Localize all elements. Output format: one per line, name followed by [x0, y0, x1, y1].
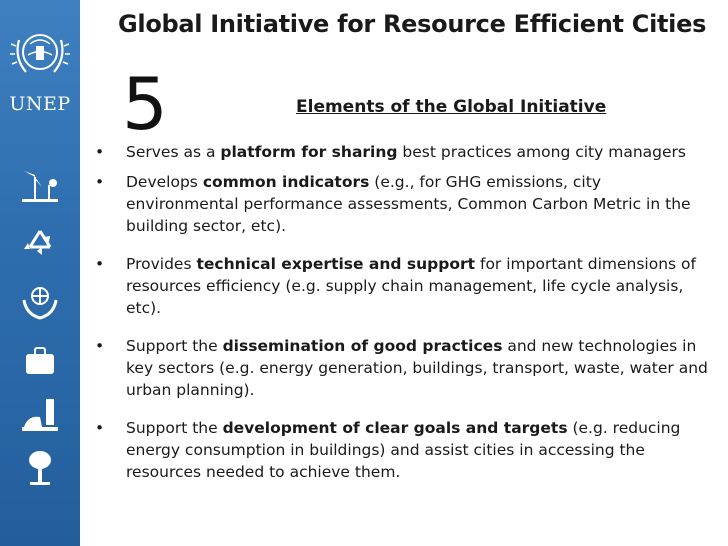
bullet-text: and new technologies in key sectors (e.g. energy generation, buildings, transport, waste, water and urban planning).	[126, 337, 708, 399]
bullet-text: Support the	[126, 419, 223, 437]
bullet-text: best practices among city managers	[397, 143, 686, 161]
recycle-icon	[20, 225, 60, 265]
bullet-item	[92, 171, 712, 237]
bullet-text: for important dimensions of resources efficiency (e.g. supply chain management, life cycle analysis, etc).	[126, 255, 696, 317]
factory-icon	[20, 395, 60, 435]
bullet-item	[92, 253, 712, 319]
bullet-text: (e.g. reducing energy consumption in buildings) and assist cities in accessing the resources needed to achieve them.	[126, 419, 681, 481]
bullet-item	[92, 417, 712, 483]
bullet-marker: •	[95, 173, 105, 191]
bullet-text: Support the	[126, 337, 223, 355]
bullet-marker: •	[95, 255, 105, 273]
briefcase-icon	[20, 340, 60, 380]
bullet-emphasis: common indicators	[202, 173, 370, 191]
bullet-emphasis: platform for sharing	[220, 143, 398, 161]
bullet-text: Serves as a	[126, 143, 221, 161]
bullet-emphasis: development of clear goals and targets	[222, 419, 568, 437]
page-title: Global Initiative for Resource Efficient Cities	[118, 10, 707, 38]
bullet-text: (e.g., for GHG emissions, city environmental performance assessments, Common Carbon Metric in the building sector, etc).	[126, 173, 691, 235]
tree-icon	[20, 448, 60, 488]
bullet-marker: •	[95, 337, 105, 355]
bullet-marker: •	[95, 143, 105, 161]
unep-logo-text: UNEP	[9, 93, 71, 115]
bullet-marker: •	[95, 419, 105, 437]
bullet-item	[92, 335, 712, 401]
bullet-text: Provides	[126, 255, 197, 273]
globe-hands-icon	[20, 282, 60, 322]
element-count: 5	[122, 62, 168, 146]
bullet-list	[92, 141, 712, 483]
wind-turbine-icon	[20, 165, 60, 205]
section-subtitle: Elements of the Global Initiative	[296, 97, 607, 117]
bullet-emphasis: dissemination of good practices	[222, 337, 503, 355]
sidebar	[0, 0, 80, 546]
bullet-text: Develops	[126, 173, 203, 191]
bullet-emphasis: technical expertise and support	[196, 255, 476, 273]
bullet-item	[92, 141, 712, 163]
